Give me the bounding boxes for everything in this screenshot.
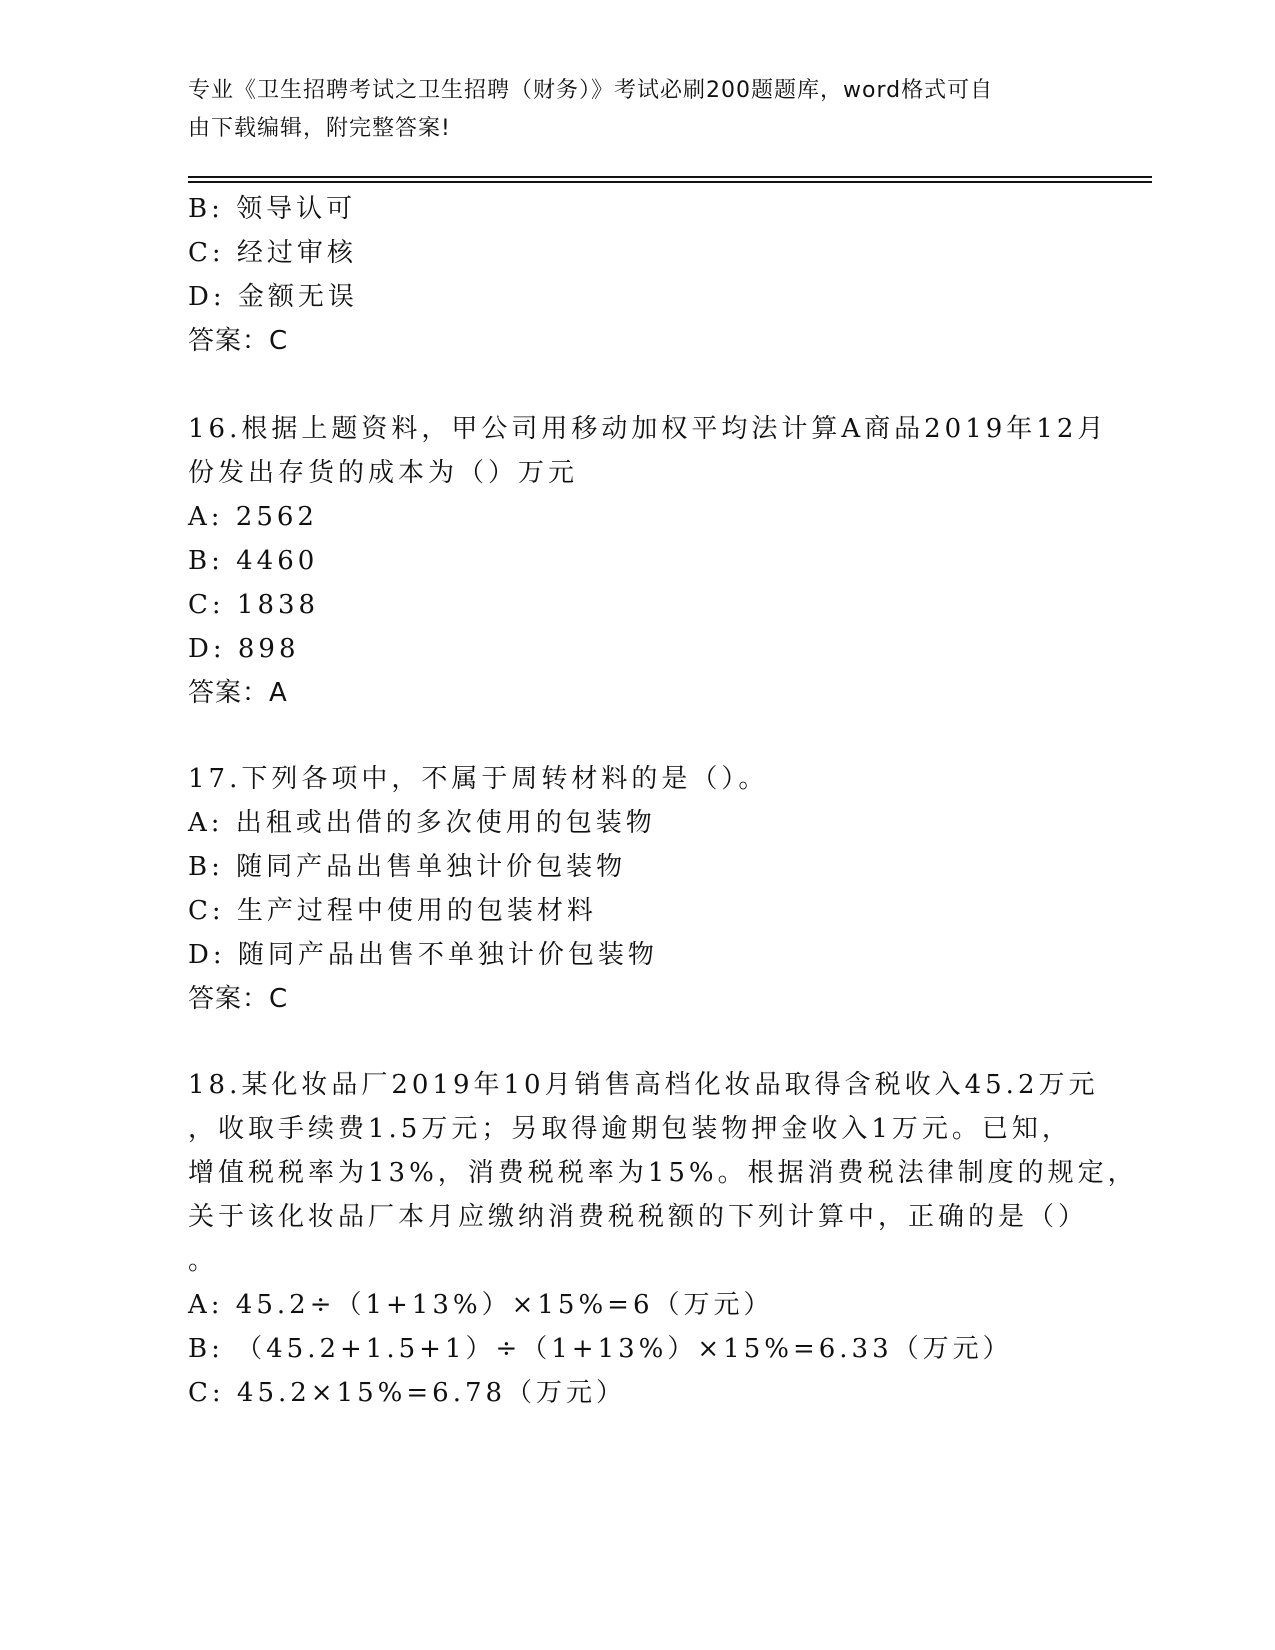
q18-option-b: B: （45.2+1.5+1）÷（1+13%）×15%=6.33（万元） [188,1334,1013,1364]
q18-stem-line-4: 关于该化妆品厂本月应缴纳消费税税额的下列计算中，正确的是（） [188,1202,1089,1232]
q17-answer: 答案：C [188,984,289,1014]
q15-option-c: C: 经过审核 [188,238,357,268]
q16-stem-line-2: 份发出存货的成本为（）万元 [188,458,579,488]
q15-option-d: D: 金额无误 [188,282,358,312]
q18-option-a: A: 45.2÷（1+13%）×15%=6（万元） [188,1290,774,1320]
q16-option-b: B: 4460 [188,546,319,576]
q16-answer: 答案：A [188,678,288,708]
q18-stem-line-1: 18.某化妆品厂2019年10月销售高档化妆品取得含税收入45.2万元 [188,1070,1099,1100]
q18-stem-line-3: 增值税税率为13%，消费税税率为15%。根据消费税法律制度的规定， [188,1158,1138,1188]
header-divider-top [188,176,1152,178]
q18-stem-line-2: ，收取手续费1.5万元；另取得逾期包装物押金收入1万元。已知， [188,1114,1072,1144]
q17-option-d: D: 随同产品出售不单独计价包装物 [188,940,658,970]
q18-stem-line-5: 。 [188,1246,219,1276]
q18-option-c: C: 45.2×15%=6.78（万元） [188,1378,627,1408]
q16-option-a: A: 2562 [188,502,318,532]
q17-option-c: C: 生产过程中使用的包装材料 [188,896,597,926]
q17-option-b: B: 随同产品出售单独计价包装物 [188,852,627,882]
q17-stem-line-1: 17.下列各项中，不属于周转材料的是（）。 [188,764,769,794]
q17-option-a: A: 出租或出借的多次使用的包装物 [188,808,656,838]
q16-option-d: D: 898 [188,634,300,664]
q15-answer: 答案：C [188,326,289,356]
header-line-1: 专业《卫生招聘考试之卫生招聘（财务）》考试必刷200题题库，word格式可自 [188,78,994,103]
header-divider-bottom [188,181,1152,183]
document-header [188,72,1068,148]
q16-stem-line-1: 16.根据上题资料，甲公司用移动加权平均法计算A商品2019年12月 [188,414,1108,444]
q16-option-c: C: 1838 [188,590,320,620]
q15-option-b: B: 领导认可 [188,194,357,224]
header-line-2: 由下载编辑，附完整答案! [188,116,451,141]
